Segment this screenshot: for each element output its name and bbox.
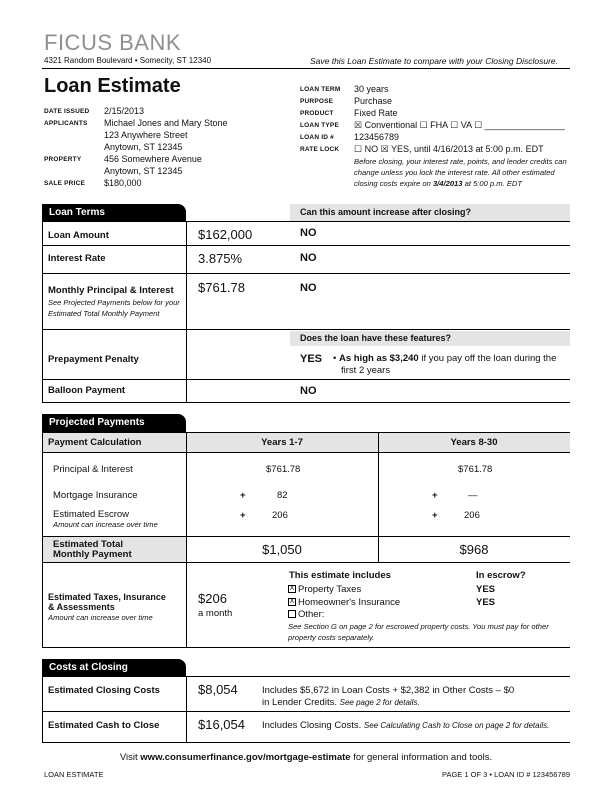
loan-amount: $162,000 <box>198 227 253 242</box>
loan-terms-col-border <box>186 221 187 403</box>
total-label-2: Monthly Payment <box>53 549 132 560</box>
rate-lock-expiry: 3/4/2013 <box>432 179 463 188</box>
property-taxes-checkbox[interactable]: X <box>289 585 295 593</box>
closing-costs-see-page: See page 2 for details. <box>339 698 420 707</box>
cash-to-close-see-page: See Calculating Cash to Close on page 2 for details. <box>363 721 550 730</box>
rate-lock-note-3c: at 5:00 p.m. EDT <box>462 179 523 188</box>
footer-visit-a: Visit <box>119 752 141 763</box>
loan-id-label: LOAN ID # <box>300 134 334 141</box>
taxes-label-1: Estimated Taxes, Insurance <box>48 592 166 602</box>
footer-visit <box>42 752 570 763</box>
sale-price-label: SALE PRICE <box>44 180 86 187</box>
closing-top-line <box>42 676 570 677</box>
prepay-note-amount: As high as $3,240 <box>338 353 419 364</box>
bank-name: FICUS BANK <box>44 30 182 55</box>
loan-term: 30 years <box>354 84 389 94</box>
escrow-plus-2: + <box>432 510 438 521</box>
years-8-30: Years 8-30 <box>450 437 498 448</box>
taxes-amount: $206 <box>198 591 227 606</box>
rate-lock-note-3a: closing costs expire on <box>354 179 433 188</box>
pi-col2: $761.78 <box>458 464 493 475</box>
mi-plus-2: + <box>432 490 438 501</box>
taxes-note: Amount can increase over time <box>48 613 153 622</box>
projected-col-border-1 <box>186 432 187 648</box>
projected-line-3 <box>42 562 570 563</box>
rate-lock-note-1: Before closing, your interest rate, points, and lender credits can <box>354 157 567 166</box>
loan-terms-line-1 <box>42 245 570 246</box>
pi-label: Principal & Interest <box>53 464 133 475</box>
loan-type-label: LOAN TYPE <box>300 122 339 129</box>
rate-lock: ☐ NO ☒ YES, until 4/16/2013 at 5:00 p.m. EDT <box>354 144 544 154</box>
footer-right: PAGE 1 OF 3 • LOAN ID # 123456789 <box>442 770 570 779</box>
includes-note-1: See Section G on page 2 for escrowed property costs. You must pay for other <box>288 622 549 631</box>
projected-line-2 <box>42 536 570 537</box>
product: Fixed Rate <box>354 108 398 118</box>
escrow-col2: 206 <box>464 510 480 521</box>
mpi-label: Monthly Principal & Interest <box>48 285 174 296</box>
escrow-plus-1: + <box>240 510 246 521</box>
include-property-taxes <box>288 584 361 595</box>
date-issued-label: DATE ISSUED <box>44 108 90 115</box>
loan-terms-bottom-line <box>42 402 570 403</box>
escrow-col1: 206 <box>272 510 288 521</box>
page-title: Loan Estimate <box>44 75 181 97</box>
projected-bottom-line <box>42 647 570 648</box>
closing-line-1 <box>42 711 570 712</box>
mi-label: Mortgage Insurance <box>53 490 138 501</box>
mi-col1: 82 <box>277 490 288 501</box>
prepay-note-text: if you pay off the loan during the <box>418 353 557 364</box>
total-col1: $1,050 <box>262 542 302 557</box>
mpi-amount: $761.78 <box>198 280 245 295</box>
loan-terms-header: Loan Terms <box>42 204 186 222</box>
homeowners-insurance-escrow: YES <box>476 597 496 608</box>
include-homeowners-insurance <box>288 597 400 608</box>
interest-rate-label: Interest Rate <box>48 253 106 264</box>
includes-note-2: property costs separately. <box>288 633 375 642</box>
closing-costs-label: Estimated Closing Costs <box>48 685 160 696</box>
mpi-answer: NO <box>300 282 317 294</box>
escrow-header: In escrow? <box>476 570 526 581</box>
homeowners-insurance-checkbox[interactable]: X <box>289 598 295 606</box>
property-street: 456 Somewhere Avenue <box>104 154 202 164</box>
years-1-7: Years 1-7 <box>261 437 303 448</box>
other-label: Other: <box>298 609 325 620</box>
interest-rate: 3.875% <box>198 251 243 266</box>
rate-lock-label: RATE LOCK <box>300 146 340 153</box>
balloon-answer: NO <box>300 385 317 397</box>
applicants-city: Anytown, ST 12345 <box>104 142 183 152</box>
applicants-street: 123 Anywhere Street <box>104 130 188 140</box>
prepay-answer: YES <box>300 353 323 365</box>
loan-id: 123456789 <box>354 132 400 142</box>
taxes-period: a month <box>198 608 233 619</box>
property-taxes-escrow: YES <box>476 584 496 595</box>
other-checkbox[interactable] <box>288 610 296 618</box>
closing-costs-desc-2 <box>262 697 420 708</box>
loan-terms-line-2 <box>42 273 570 274</box>
product-label: PRODUCT <box>300 110 334 117</box>
prepay-label: Prepayment Penalty <box>48 354 139 365</box>
closing-header: Costs at Closing <box>42 659 186 677</box>
balloon-label: Balloon Payment <box>48 385 126 396</box>
features-question: Does the loan have these features? <box>290 331 570 346</box>
property-taxes-label: Property Taxes <box>298 584 362 595</box>
save-note: Save this Loan Estimate to compare with your Closing Disclosure. <box>309 56 558 66</box>
footer-visit-b: for general information and tools. <box>350 752 493 763</box>
purpose: Purchase <box>354 96 393 106</box>
date-issued: 2/15/2013 <box>104 106 145 116</box>
pi-col1: $761.78 <box>266 464 301 475</box>
projected-line-1 <box>42 452 570 453</box>
loan-terms-top-line <box>42 221 570 222</box>
cash-to-close-desc-a: Includes Closing Costs. <box>262 720 364 731</box>
closing-costs-desc-2a: in Lender Credits. <box>262 697 340 708</box>
closing-left-border <box>42 676 43 742</box>
applicants-name: Michael Jones and Mary Stone <box>104 118 228 128</box>
total-col2: $968 <box>459 542 489 557</box>
cash-to-close-amount: $16,054 <box>198 717 245 732</box>
footer-left: LOAN ESTIMATE <box>44 770 104 779</box>
bank-address: 4321 Random Boulevard • Somecity, ST 12340 <box>44 56 212 65</box>
increase-question: Can this amount increase after closing? <box>290 204 570 221</box>
taxes-label-2: & Assessments <box>48 602 115 612</box>
property-label: PROPERTY <box>44 156 82 163</box>
closing-col-border <box>186 676 187 742</box>
payment-calc-label: Payment Calculation <box>48 437 142 448</box>
rate-lock-note-3 <box>354 179 522 188</box>
mpi-note-2: Estimated Total Monthly Payment <box>48 309 160 318</box>
mi-col2: — <box>468 490 478 501</box>
closing-bottom-line <box>42 742 570 743</box>
include-other <box>288 609 324 620</box>
loan-term-label: LOAN TERM <box>300 86 341 93</box>
projected-header: Projected Payments <box>42 414 186 432</box>
cash-to-close-desc <box>262 720 549 731</box>
loan-amount-label: Loan Amount <box>48 230 109 241</box>
mpi-note-1: See Projected Payments below for your <box>48 298 180 307</box>
mi-plus-1: + <box>240 490 246 501</box>
prepay-note-line2: first 2 years <box>341 365 391 376</box>
loan-terms-line-3 <box>42 329 570 330</box>
sale-price: $180,000 <box>104 178 142 188</box>
applicants-label: APPLICANTS <box>44 120 88 127</box>
homeowners-insurance-label: Homeowner's Insurance <box>298 597 401 608</box>
loan-terms-left-border <box>42 221 43 403</box>
closing-costs-amount: $8,054 <box>198 682 238 697</box>
total-label-1: Estimated Total <box>53 539 124 550</box>
loan-type: ☒ Conventional ☐ FHA ☐ VA ☐ ________________ <box>354 120 565 130</box>
closing-costs-desc-1: Includes $5,672 in Loan Costs + $2,382 in Other Costs – $0 <box>262 685 515 696</box>
header-divider <box>42 68 570 69</box>
rate-lock-note-2: change unless you lock the interest rate. All other estimated <box>354 168 555 177</box>
escrow-label: Estimated Escrow <box>53 509 130 520</box>
escrow-note: Amount can increase over time <box>53 520 158 529</box>
cash-to-close-label: Estimated Cash to Close <box>48 720 160 731</box>
purpose-label: PURPOSE <box>300 98 334 105</box>
footer-link[interactable]: www.consumerfinance.gov/mortgage-estimate <box>140 752 351 763</box>
loan-terms-line-4 <box>42 379 570 380</box>
prepay-note: • As high as $3,240 if you pay off the loan during the <box>333 353 557 364</box>
interest-rate-answer: NO <box>300 252 317 264</box>
loan-amount-answer: NO <box>300 227 317 239</box>
property-city: Anytown, ST 12345 <box>104 166 183 176</box>
includes-header: This estimate includes <box>289 570 391 581</box>
